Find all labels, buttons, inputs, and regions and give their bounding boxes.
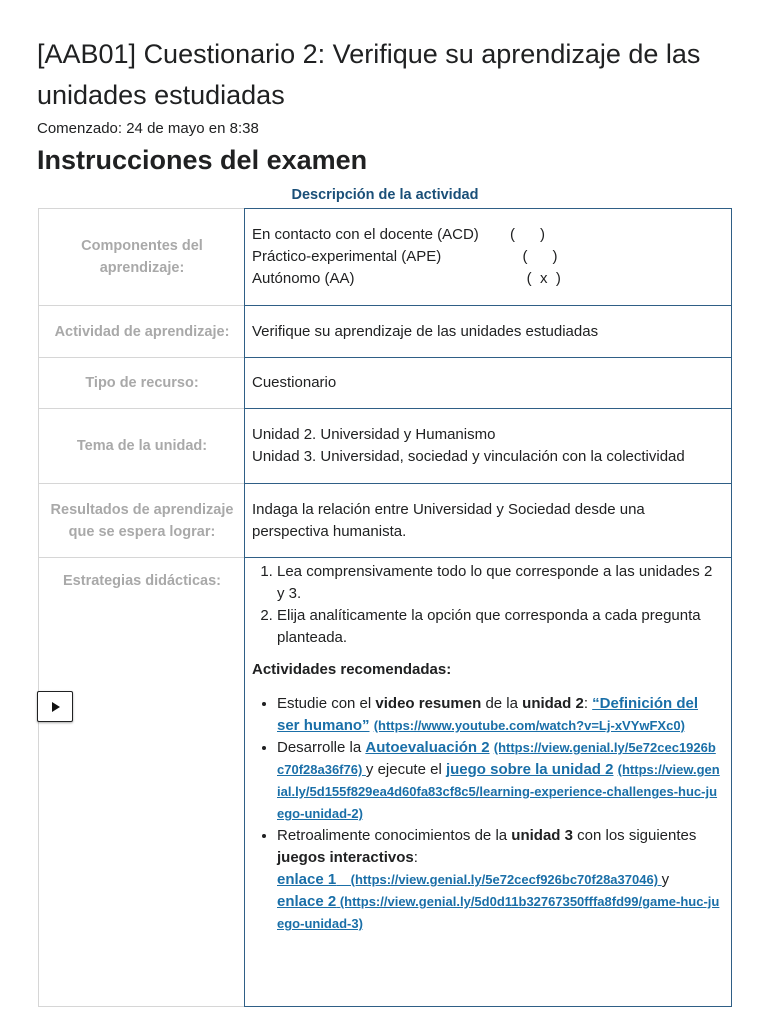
game-link-1[interactable]: enlace 1 <box>277 871 337 888</box>
list-item: • Desarrolle la Autoevaluación 2 (https://view.genial.ly/5e72cec1926bc70f28a36f76) y ejecute el juego sobre la unidad 2 (https://view.genial.ly/5d155f829ea4d60fa83cf8c5/learning-experience-challenges-huc-juego-unidad-2) <box>277 737 723 825</box>
video-summary-link[interactable]: “Definición del ser humano” <box>277 695 699 734</box>
components-label: Componentes del aprendizaje: <box>38 208 245 306</box>
table-caption: Descripción de la actividad <box>291 187 479 203</box>
started-timestamp: Comenzado: 24 de mayo en 8:38 <box>37 120 259 137</box>
resource-row <box>38 357 732 409</box>
strategies-label: Estrategias didácticas: <box>38 557 245 1007</box>
activity-row <box>38 305 732 358</box>
list-item: • Estudie con el video resumen de la unidad 2: “Definición del ser humano” (https://www.youtube.com/watch?v=Lj-xVYwFXc0) <box>277 693 723 737</box>
strategies-row <box>38 557 732 1007</box>
activity-value: Verifique su aprendizaje de las unidades estudiadas <box>244 305 732 358</box>
game-url-2[interactable]: (https://view.genial.ly/5d0d11b32767350fffa8fd99/game-huc-juego-unidad-3) <box>277 894 720 931</box>
components-value <box>244 208 732 306</box>
results-row <box>38 483 732 558</box>
recommended-title: Actividades recomendadas: <box>252 661 452 678</box>
component-acd: En contacto con el docente (ACD) ( ) <box>252 226 545 243</box>
game-link-2[interactable]: enlace 2 <box>277 893 337 910</box>
video-summary-url[interactable]: (https://www.youtube.com/watch?v=Lj-xVYwFXc0) <box>373 718 685 733</box>
component-ape: Práctico-experimental (APE) ( ) <box>252 248 558 265</box>
unit2-game-url[interactable]: (https://view.genial.ly/5d155f829ea4d60fa83cf8c5/learning-experience-challenges-huc-juego-unidad-2) <box>277 762 720 821</box>
recommended-list <box>277 693 723 935</box>
game-url-1[interactable]: (https://view.genial.ly/5e72cecf926bc70f28a37046) <box>336 872 662 887</box>
unit2-game-link[interactable]: juego sobre la unidad 2 <box>445 761 614 778</box>
list-item: 1. Lea comprensivamente todo lo que corresponde a las unidades 2 y 3. <box>277 561 723 605</box>
resource-value: Cuestionario <box>244 357 732 409</box>
theme-value: Unidad 2. Universidad y Humanismo Unidad 3. Universidad, sociedad y vinculación con la colectividad <box>244 408 732 484</box>
component-aa: Autónomo (AA) ( x ) <box>252 270 561 287</box>
components-row <box>38 208 732 306</box>
self-assessment-link[interactable]: Autoevaluación 2 <box>365 739 490 756</box>
play-button[interactable] <box>37 691 73 722</box>
theme-label: Tema de la unidad: <box>38 408 245 484</box>
strategies-value <box>244 557 732 1007</box>
instructions-heading: Instrucciones del examen <box>37 145 368 175</box>
results-label: Resultados de aprendizaje que se espera lograr: <box>38 483 245 558</box>
strategy-steps <box>277 561 723 649</box>
theme-row <box>38 408 732 484</box>
list-item: 2. Elija analíticamente la opción que corresponda a cada pregunta planteada. <box>277 605 723 649</box>
list-item: • Retroalimente conocimientos de la unidad 3 con los siguientes juegos interactivos: enlace 1 (https://view.genial.ly/5e72cecf926bc70f28a37046) y enlace 2 (https://view.genial.ly/5d0d11b32767350fffa8fd99/game-huc-juego-unidad-3) <box>277 825 723 935</box>
play-icon <box>52 702 60 712</box>
results-value: Indaga la relación entre Universidad y Sociedad desde una perspectiva humanista. <box>244 483 732 558</box>
quiz-title: [AAB01] Cuestionario 2: Verifique su aprendizaje de las unidades estudiadas <box>37 39 701 110</box>
activity-label: Actividad de aprendizaje: <box>38 305 245 358</box>
self-assessment-url[interactable]: (https://view.genial.ly/5e72cec1926bc70f28a36f76) <box>277 740 716 777</box>
resource-label: Tipo de recurso: <box>38 357 245 409</box>
